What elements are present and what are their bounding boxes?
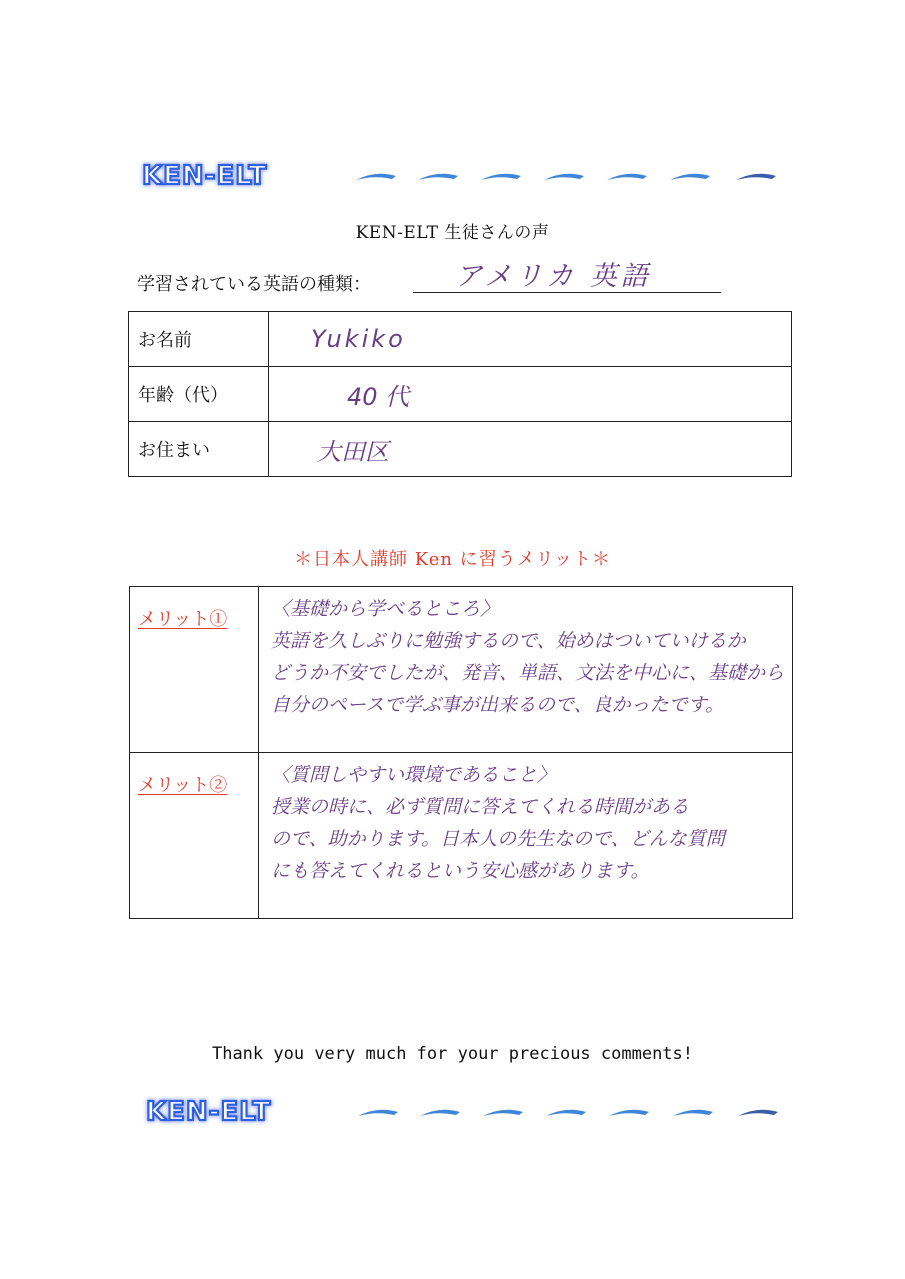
merit-comment-line: 自分のペースで学ぶ事が出来るので、良かったです。: [270, 694, 725, 716]
merit-comment-line: 〈基礎から学べるところ〉: [270, 598, 499, 620]
english-type-label: 学習されている英語の種類：: [137, 274, 371, 295]
info-row-residence: [129, 422, 792, 477]
airplane-icon: [607, 174, 647, 180]
merit-comment-line: どうか不安でしたが、発音、単語、文法を中心に、基礎から: [270, 662, 784, 684]
english-type-value: アメリカ 英語: [455, 261, 652, 292]
merit-label: メリット②: [138, 775, 228, 796]
merit-heading: ＊日本人講師 Ken に習うメリット＊: [294, 549, 611, 570]
airplane-icon: [418, 174, 458, 180]
airplane-icon: [358, 1110, 398, 1116]
info-label: お住まい: [129, 422, 269, 477]
airplane-icon: [481, 174, 521, 180]
merit-label: メリット①: [138, 609, 228, 630]
logo-text: KEN-ELT: [146, 1097, 272, 1126]
merit-comment-line: 英語を久しぶりに勉強するので、始めはついていけるか: [270, 630, 746, 652]
student-info-table: [128, 311, 792, 477]
merit-comment-line: にも答えてくれるという安心感があります。: [270, 860, 650, 882]
airplane-icon: [356, 174, 396, 180]
airplane-icon: [483, 1110, 523, 1116]
airplane-icon: [736, 174, 776, 180]
merit-comment-line: 〈質問しやすい環境であること〉: [270, 764, 556, 786]
footer-logo-banner: [138, 1096, 798, 1126]
header-logo-banner: [138, 160, 798, 190]
logo-text: KEN-ELT: [142, 161, 268, 190]
airplane-icon: [738, 1110, 778, 1116]
info-row-name: [129, 312, 792, 367]
info-value-name: Yukiko: [311, 325, 406, 353]
merit-comment: [259, 753, 792, 887]
merit-comment: [259, 587, 792, 721]
info-label: 年齢（代）: [129, 367, 269, 422]
merit-comment-line: ので、助かります。日本人の先生なので、どんな質問: [270, 828, 725, 850]
page-title: KEN-ELT 生徒さんの声: [355, 223, 550, 243]
airplane-icon: [420, 1110, 460, 1116]
thank-you-message: Thank you very much for your precious comments!: [211, 1044, 694, 1064]
merit-table: [129, 586, 793, 919]
airplane-icon: [544, 174, 584, 180]
airplane-icon: [673, 1110, 713, 1116]
merit-comment-line: 授業の時に、必ず質問に答えてくれる時間がある: [270, 796, 689, 818]
info-value-age: 40 代: [347, 382, 410, 411]
merit-row-2: [130, 753, 793, 919]
merit-row-1: [130, 587, 793, 753]
info-label: お名前: [129, 312, 269, 367]
airplane-icon: [670, 174, 710, 180]
airplane-icon: [609, 1110, 649, 1116]
info-value-residence: 大田区: [317, 437, 389, 466]
airplane-icon: [546, 1110, 586, 1116]
info-row-age: [129, 367, 792, 422]
